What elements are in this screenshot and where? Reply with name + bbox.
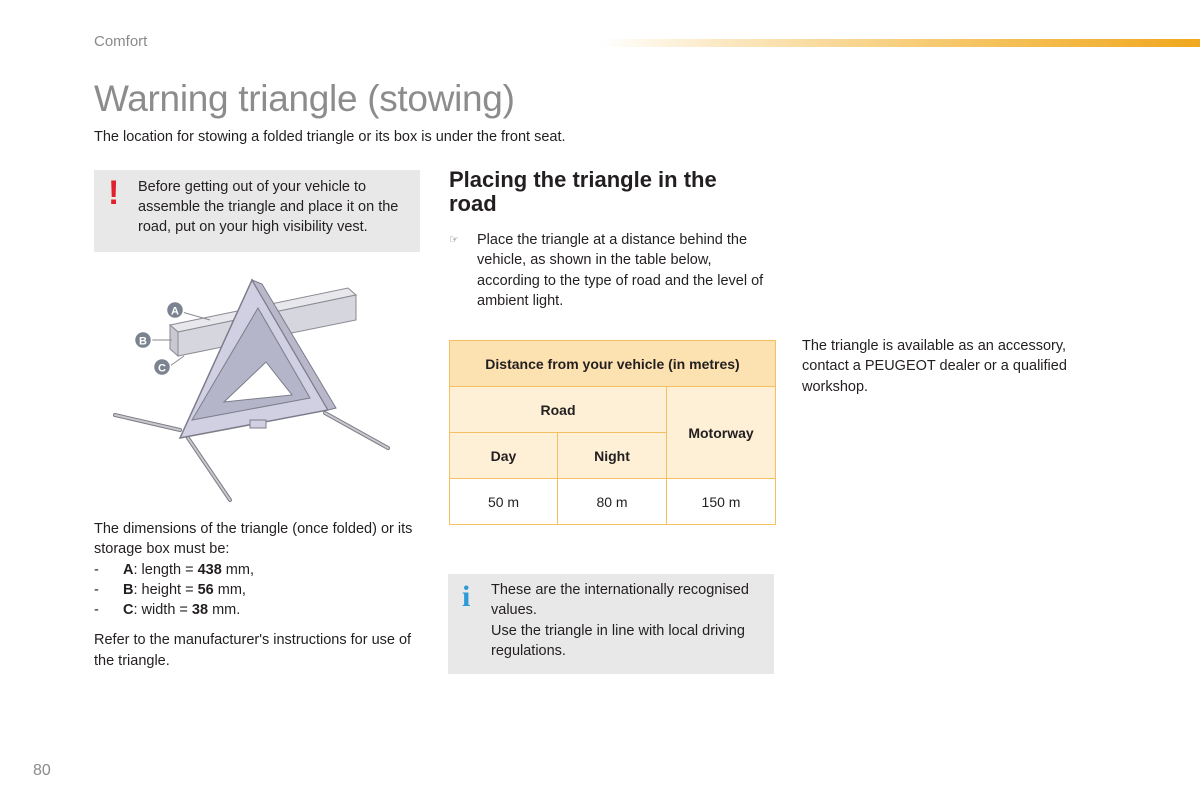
info-line: These are the internationally recognised values. <box>491 582 749 619</box>
table-cell-day: 50 m <box>450 479 558 525</box>
list-dash: - <box>94 581 99 598</box>
section-label: Comfort <box>94 33 148 50</box>
warning-text: Before getting out of your vehicle to assemble the triangle and place it on the road, put on your high visibility vest. <box>138 179 399 235</box>
pointing-hand-icon: ☞ <box>449 234 459 246</box>
dimension-letter: A <box>123 561 134 578</box>
table-cell-motorway: 150 m <box>667 479 776 525</box>
list-dash: - <box>94 561 99 578</box>
dimension-item <box>94 580 424 600</box>
dimension-unit: mm. <box>208 602 241 619</box>
page-title: Warning triangle (stowing) <box>94 78 515 119</box>
dimension-item <box>94 600 424 620</box>
warning-box <box>94 170 420 252</box>
callout-b: B <box>139 335 147 348</box>
manufacturer-note: Refer to the manufacturer's instructions for use of the triangle. <box>94 632 412 669</box>
callout-a: A <box>171 305 179 318</box>
dimension-label: : length = <box>133 561 198 578</box>
warning-triangle-illustration <box>100 270 410 510</box>
dimension-value: 56 <box>197 581 214 598</box>
dimension-unit: mm, <box>213 581 246 598</box>
info-icon: i <box>462 580 471 613</box>
info-box <box>448 574 774 674</box>
exclamation-icon: ! <box>108 174 120 212</box>
dimension-letter: B <box>123 581 134 598</box>
header-accent-bar <box>600 39 1200 47</box>
table-cell-night: 80 m <box>558 479 667 525</box>
accessory-note: The triangle is available as an accessory, contact a PEUGEOT dealer or a qualified workshop. <box>802 338 1067 395</box>
dimension-value: 438 <box>197 561 222 578</box>
dimension-letter: C <box>123 602 134 619</box>
callout-c: C <box>158 362 166 375</box>
motorway-header: Motorway <box>667 387 776 479</box>
dimension-label: : width = <box>133 602 192 619</box>
road-header: Road <box>450 387 667 433</box>
table-header: Distance from your vehicle (in metres) <box>450 341 776 387</box>
list-dash: - <box>94 602 99 619</box>
dimension-value: 38 <box>191 602 209 619</box>
dimensions-intro: The dimensions of the triangle (once folded) or its storage box must be: <box>94 521 413 558</box>
dimension-label: : height = <box>133 581 198 598</box>
dimensions-block <box>94 519 424 620</box>
distance-table <box>449 340 776 525</box>
dimension-item <box>94 560 424 580</box>
intro-text: The location for stowing a folded triangle or its box is under the front seat. <box>94 129 566 145</box>
placing-heading: Placing the triangle in the road <box>449 167 717 216</box>
page-number: 80 <box>33 762 51 779</box>
dimension-unit: mm, <box>221 561 254 578</box>
info-line: Use the triangle in line with local driving regulations. <box>491 622 745 659</box>
info-text <box>491 580 771 661</box>
placing-bullet-text: Place the triangle at a distance behind the vehicle, as shown in the table below, according to the type of road and the level of ambient light. <box>477 232 764 309</box>
night-header: Night <box>558 433 667 479</box>
day-header: Day <box>450 433 558 479</box>
